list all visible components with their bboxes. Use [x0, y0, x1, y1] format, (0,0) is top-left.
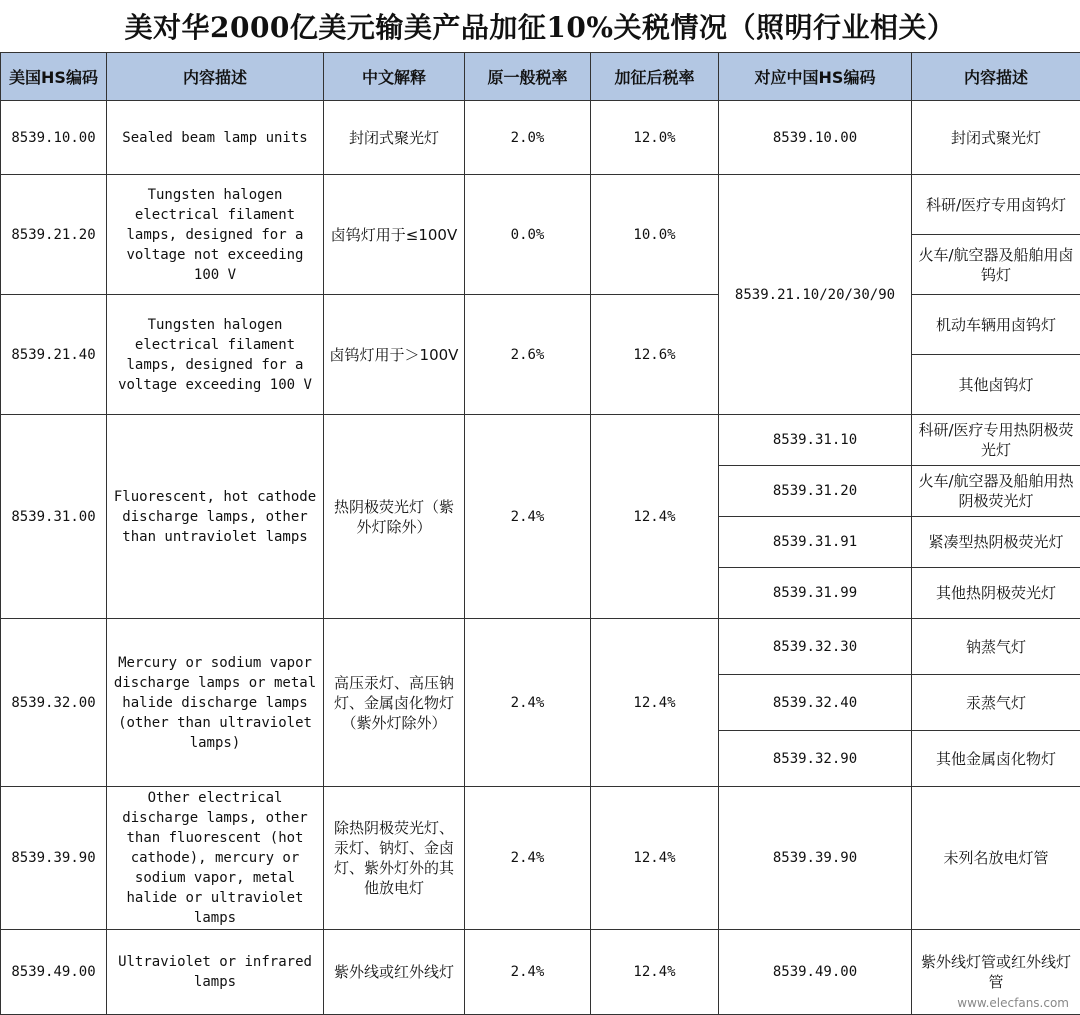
table-row	[1, 295, 1080, 355]
new-rate: 10.0%	[591, 175, 719, 295]
chinese-explanation: 热阴极荧光灯（紫外灯除外）	[324, 415, 465, 619]
original-rate: 2.4%	[465, 930, 591, 1015]
description-en: Ultraviolet or infrared lamps	[107, 930, 324, 1015]
cn-description: 其他金属卤化物灯	[912, 731, 1080, 787]
new-rate: 12.4%	[591, 787, 719, 930]
cn-description: 机动车辆用卤钨灯	[912, 295, 1080, 355]
cn-description: 紫外线灯管或红外线灯管	[912, 930, 1080, 1015]
chinese-explanation: 高压汞灯、高压钠灯、金属卤化物灯（紫外灯除外）	[324, 619, 465, 787]
cn-hs-code: 8539.21.10/20/30/90	[719, 175, 912, 415]
chinese-explanation: 卤钨灯用于≤100V	[324, 175, 465, 295]
cn-description: 未列名放电灯管	[912, 787, 1080, 930]
cn-hs-code: 8539.49.00	[719, 930, 912, 1015]
cn-hs-code: 8539.31.20	[719, 466, 912, 517]
new-rate: 12.4%	[591, 930, 719, 1015]
table-row	[1, 175, 1080, 235]
header-original-rate: 原一般税率	[465, 53, 591, 101]
cn-description: 火车/航空器及船舶用热阴极荧光灯	[912, 466, 1080, 517]
chinese-explanation: 卤钨灯用于＞100V	[324, 295, 465, 415]
cn-hs-code: 8539.31.91	[719, 517, 912, 568]
cn-hs-code: 8539.31.10	[719, 415, 912, 466]
cn-hs-code: 8539.32.90	[719, 731, 912, 787]
chinese-explanation: 除热阴极荧光灯、汞灯、钠灯、金卤灯、紫外灯外的其他放电灯	[324, 787, 465, 930]
cn-description: 汞蒸气灯	[912, 675, 1080, 731]
cn-description: 火车/航空器及船舶用卤钨灯	[912, 235, 1080, 295]
cn-description: 科研/医疗专用热阴极荧光灯	[912, 415, 1080, 466]
header-cn-hs-code: 对应中国HS编码	[719, 53, 912, 101]
table-row	[1, 101, 1080, 175]
cn-hs-code: 8539.10.00	[719, 101, 912, 175]
original-rate: 2.0%	[465, 101, 591, 175]
original-rate: 2.6%	[465, 295, 591, 415]
cn-description: 封闭式聚光灯	[912, 101, 1080, 175]
us-hs-code: 8539.21.40	[1, 295, 107, 415]
cn-hs-code: 8539.32.40	[719, 675, 912, 731]
description-en: Tungsten halogen electrical filament lamps, designed for a voltage exceeding 100 V	[107, 295, 324, 415]
watermark: www.elecfans.com	[954, 995, 1072, 1011]
original-rate: 0.0%	[465, 175, 591, 295]
header-chinese-explanation: 中文解释	[324, 53, 465, 101]
original-rate: 2.4%	[465, 619, 591, 787]
original-rate: 2.4%	[465, 415, 591, 619]
page-title: 美对华2000亿美元输美产品加征10%关税情况（照明行业相关）	[124, 11, 956, 44]
cn-hs-code: 8539.39.90	[719, 787, 912, 930]
description-en: Mercury or sodium vapor discharge lamps or metal halide discharge lamps (other than ultraviolet lamps)	[107, 619, 324, 787]
table-row	[1, 930, 1080, 1015]
new-rate: 12.4%	[591, 619, 719, 787]
table-row	[1, 787, 1080, 930]
us-hs-code: 8539.39.90	[1, 787, 107, 930]
chinese-explanation: 封闭式聚光灯	[324, 101, 465, 175]
header-description-en: 内容描述	[107, 53, 324, 101]
cn-description: 钠蒸气灯	[912, 619, 1080, 675]
header-new-rate: 加征后税率	[591, 53, 719, 101]
header-us-hs-code: 美国HS编码	[1, 53, 107, 101]
new-rate: 12.0%	[591, 101, 719, 175]
us-hs-code: 8539.32.00	[1, 619, 107, 787]
cn-description: 其他卤钨灯	[912, 355, 1080, 415]
chinese-explanation: 紫外线或红外线灯	[324, 930, 465, 1015]
table-row	[1, 619, 1080, 675]
tariff-table	[0, 52, 1080, 1015]
new-rate: 12.4%	[591, 415, 719, 619]
new-rate: 12.6%	[591, 295, 719, 415]
table-row	[1, 415, 1080, 466]
cn-hs-code: 8539.32.30	[719, 619, 912, 675]
cn-description: 紧凑型热阴极荧光灯	[912, 517, 1080, 568]
us-hs-code: 8539.49.00	[1, 930, 107, 1015]
original-rate: 2.4%	[465, 787, 591, 930]
us-hs-code: 8539.21.20	[1, 175, 107, 295]
us-hs-code: 8539.10.00	[1, 101, 107, 175]
cn-hs-code: 8539.31.99	[719, 568, 912, 619]
cn-description: 其他热阴极荧光灯	[912, 568, 1080, 619]
cn-description: 科研/医疗专用卤钨灯	[912, 175, 1080, 235]
header-row	[1, 53, 1080, 101]
us-hs-code: 8539.31.00	[1, 415, 107, 619]
description-en: Other electrical discharge lamps, other than fluorescent (hot cathode), mercury or sodium vapor, metal halide or ultraviolet lamps	[107, 787, 324, 930]
description-en: Sealed beam lamp units	[107, 101, 324, 175]
description-en: Tungsten halogen electrical filament lamps, designed for a voltage not exceeding 100 V	[107, 175, 324, 295]
header-description-cn: 内容描述	[912, 53, 1080, 101]
description-en: Fluorescent, hot cathode discharge lamps, other than untraviolet lamps	[107, 415, 324, 619]
